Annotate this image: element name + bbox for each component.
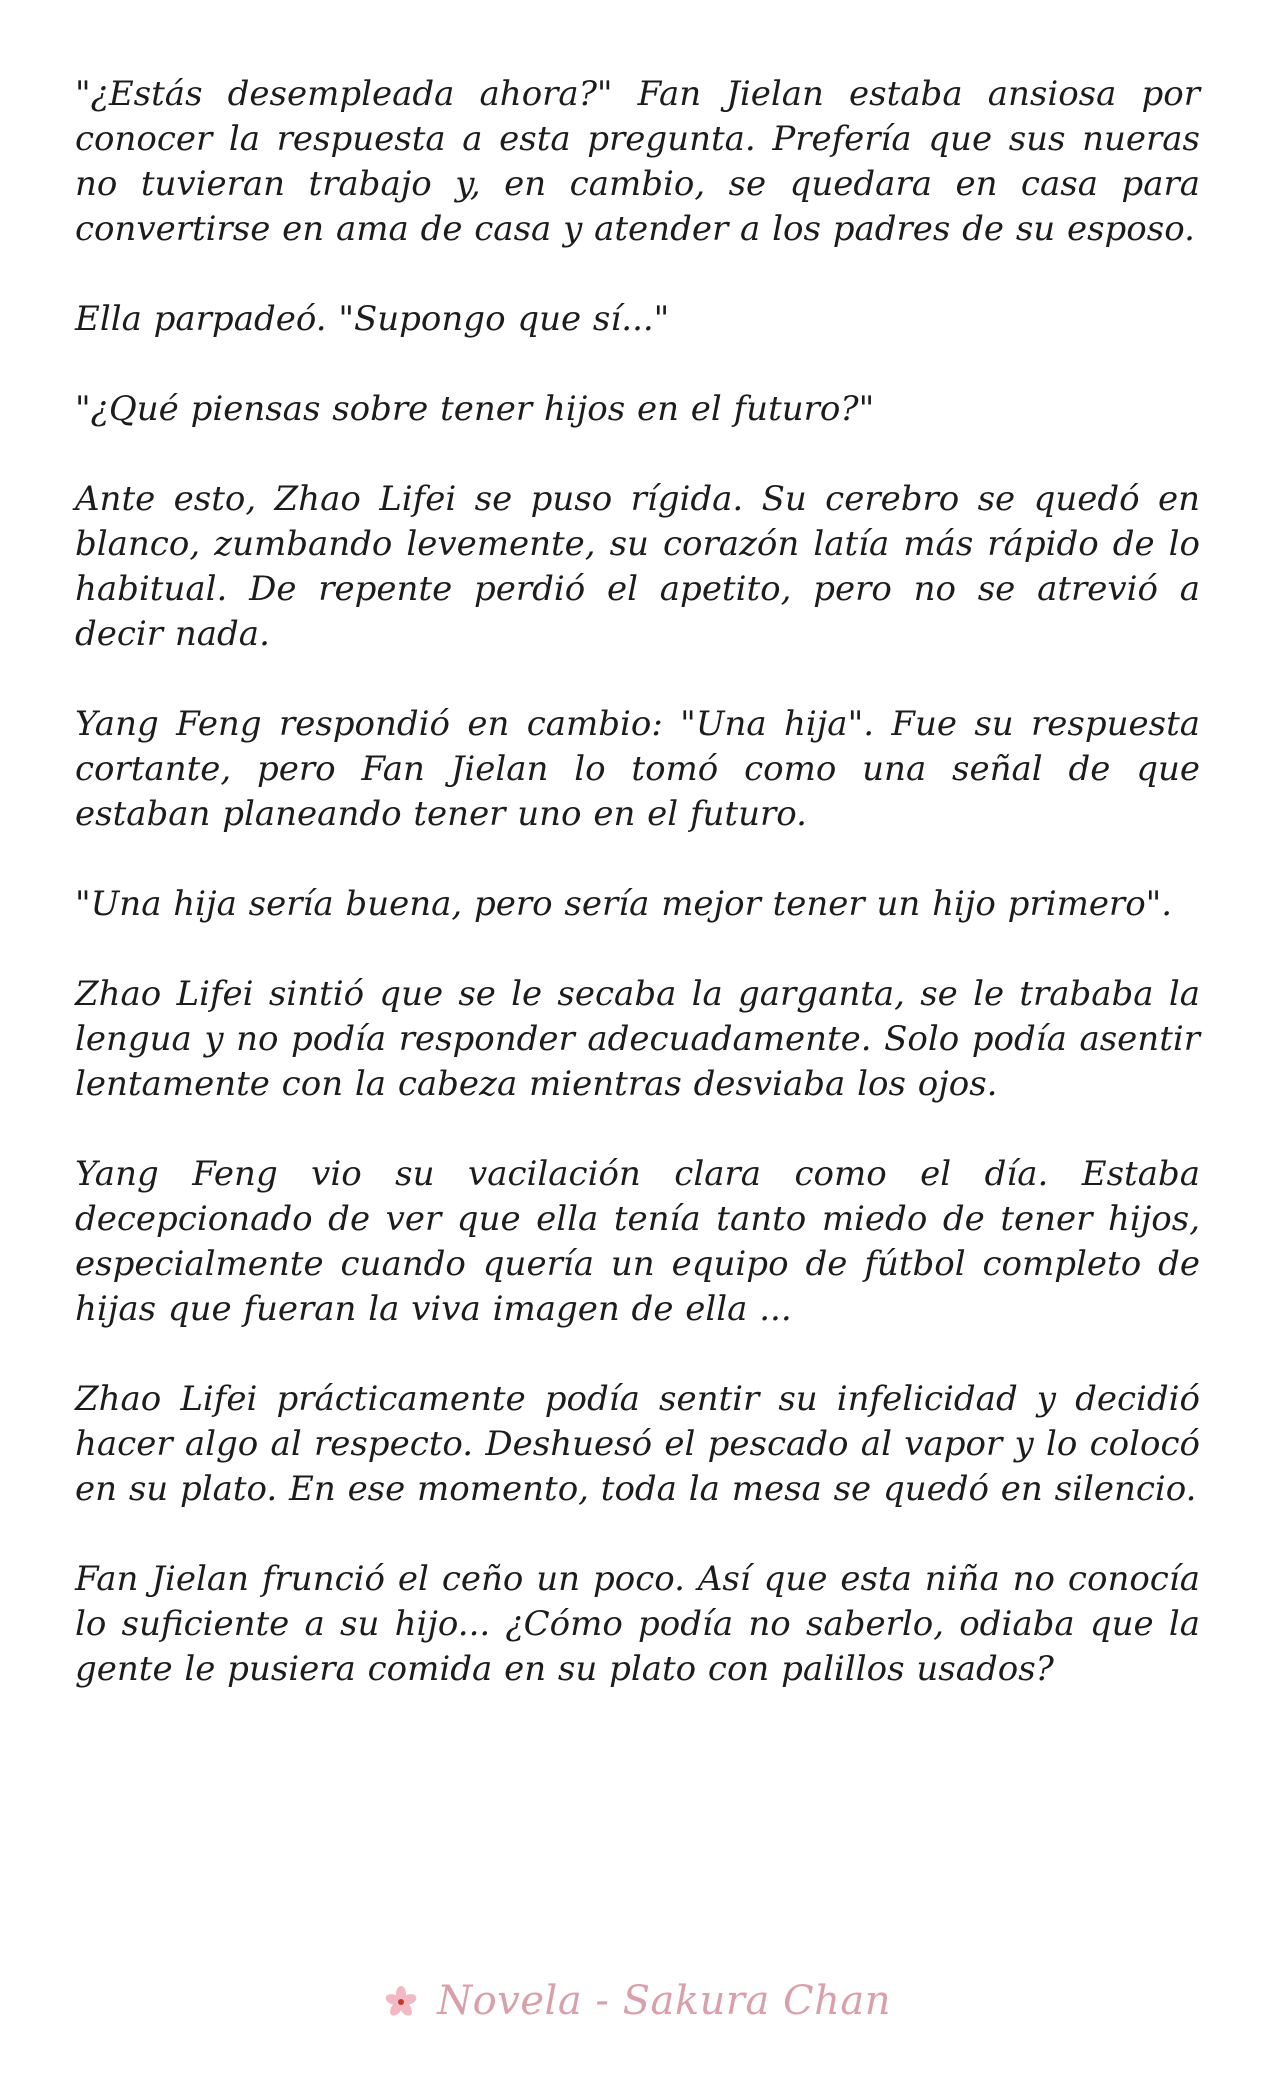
paragraph-8: Yang Feng vio su vacilación clara como el día. Estaba decepcionado de ver que ella tenía tanto miedo de tener hijos, especialmente cuando quería un equipo de fútbol completo de hijas que fueran la viva imagen de ella ... xyxy=(75,1154,1200,1329)
document-body xyxy=(75,72,1200,1737)
paragraph-1: "¿Estás desempleada ahora?" Fan Jielan estaba ansiosa por conocer la respuesta a esta pregunta. Prefería que sus nueras no tuvieran trabajo y, en cambio, se quedara en casa para convertirse en ama de casa y atender a los padres de su esposo. xyxy=(75,74,1200,249)
watermark-text: Novela - Sakura Chan xyxy=(437,1978,892,2024)
paragraph-2: Ella parpadeó. "Supongo que sí..." xyxy=(75,299,670,339)
paragraph-5: Yang Feng respondió en cambio: "Una hija". Fue su respuesta cortante, pero Fan Jielan lo tomó como una señal de que estaban planeando tener uno en el futuro. xyxy=(75,704,1200,834)
paragraph-10: Fan Jielan frunció el ceño un poco. Así que esta niña no conocía lo suficiente a su hijo... ¿Cómo podía no saberlo, odiaba que la gente le pusiera comida en su plato con palillos usados? xyxy=(75,1559,1200,1689)
paragraph-6: "Una hija sería buena, pero sería mejor tener un hijo primero". xyxy=(75,884,1173,924)
paragraph-3: "¿Qué piensas sobre tener hijos en el futuro?" xyxy=(75,389,875,429)
watermark xyxy=(0,1978,1275,2024)
paragraph-7: Zhao Lifei sintió que se le secaba la garganta, se le trababa la lengua y no podía responder adecuadamente. Solo podía asentir lentamente con la cabeza mientras desviaba los ojos. xyxy=(75,974,1200,1104)
sakura-flower-icon xyxy=(384,1983,418,2017)
paragraph-9: Zhao Lifei prácticamente podía sentir su infelicidad y decidió hacer algo al respecto. Deshuesó el pescado al vapor y lo colocó en su plato. En ese momento, toda la mesa se quedó en silencio. xyxy=(75,1379,1200,1509)
paragraph-4: Ante esto, Zhao Lifei se puso rígida. Su cerebro se quedó en blanco, zumbando levemente, su corazón latía más rápido de lo habitual. De repente perdió el apetito, pero no se atrevió a decir nada. xyxy=(75,479,1200,654)
